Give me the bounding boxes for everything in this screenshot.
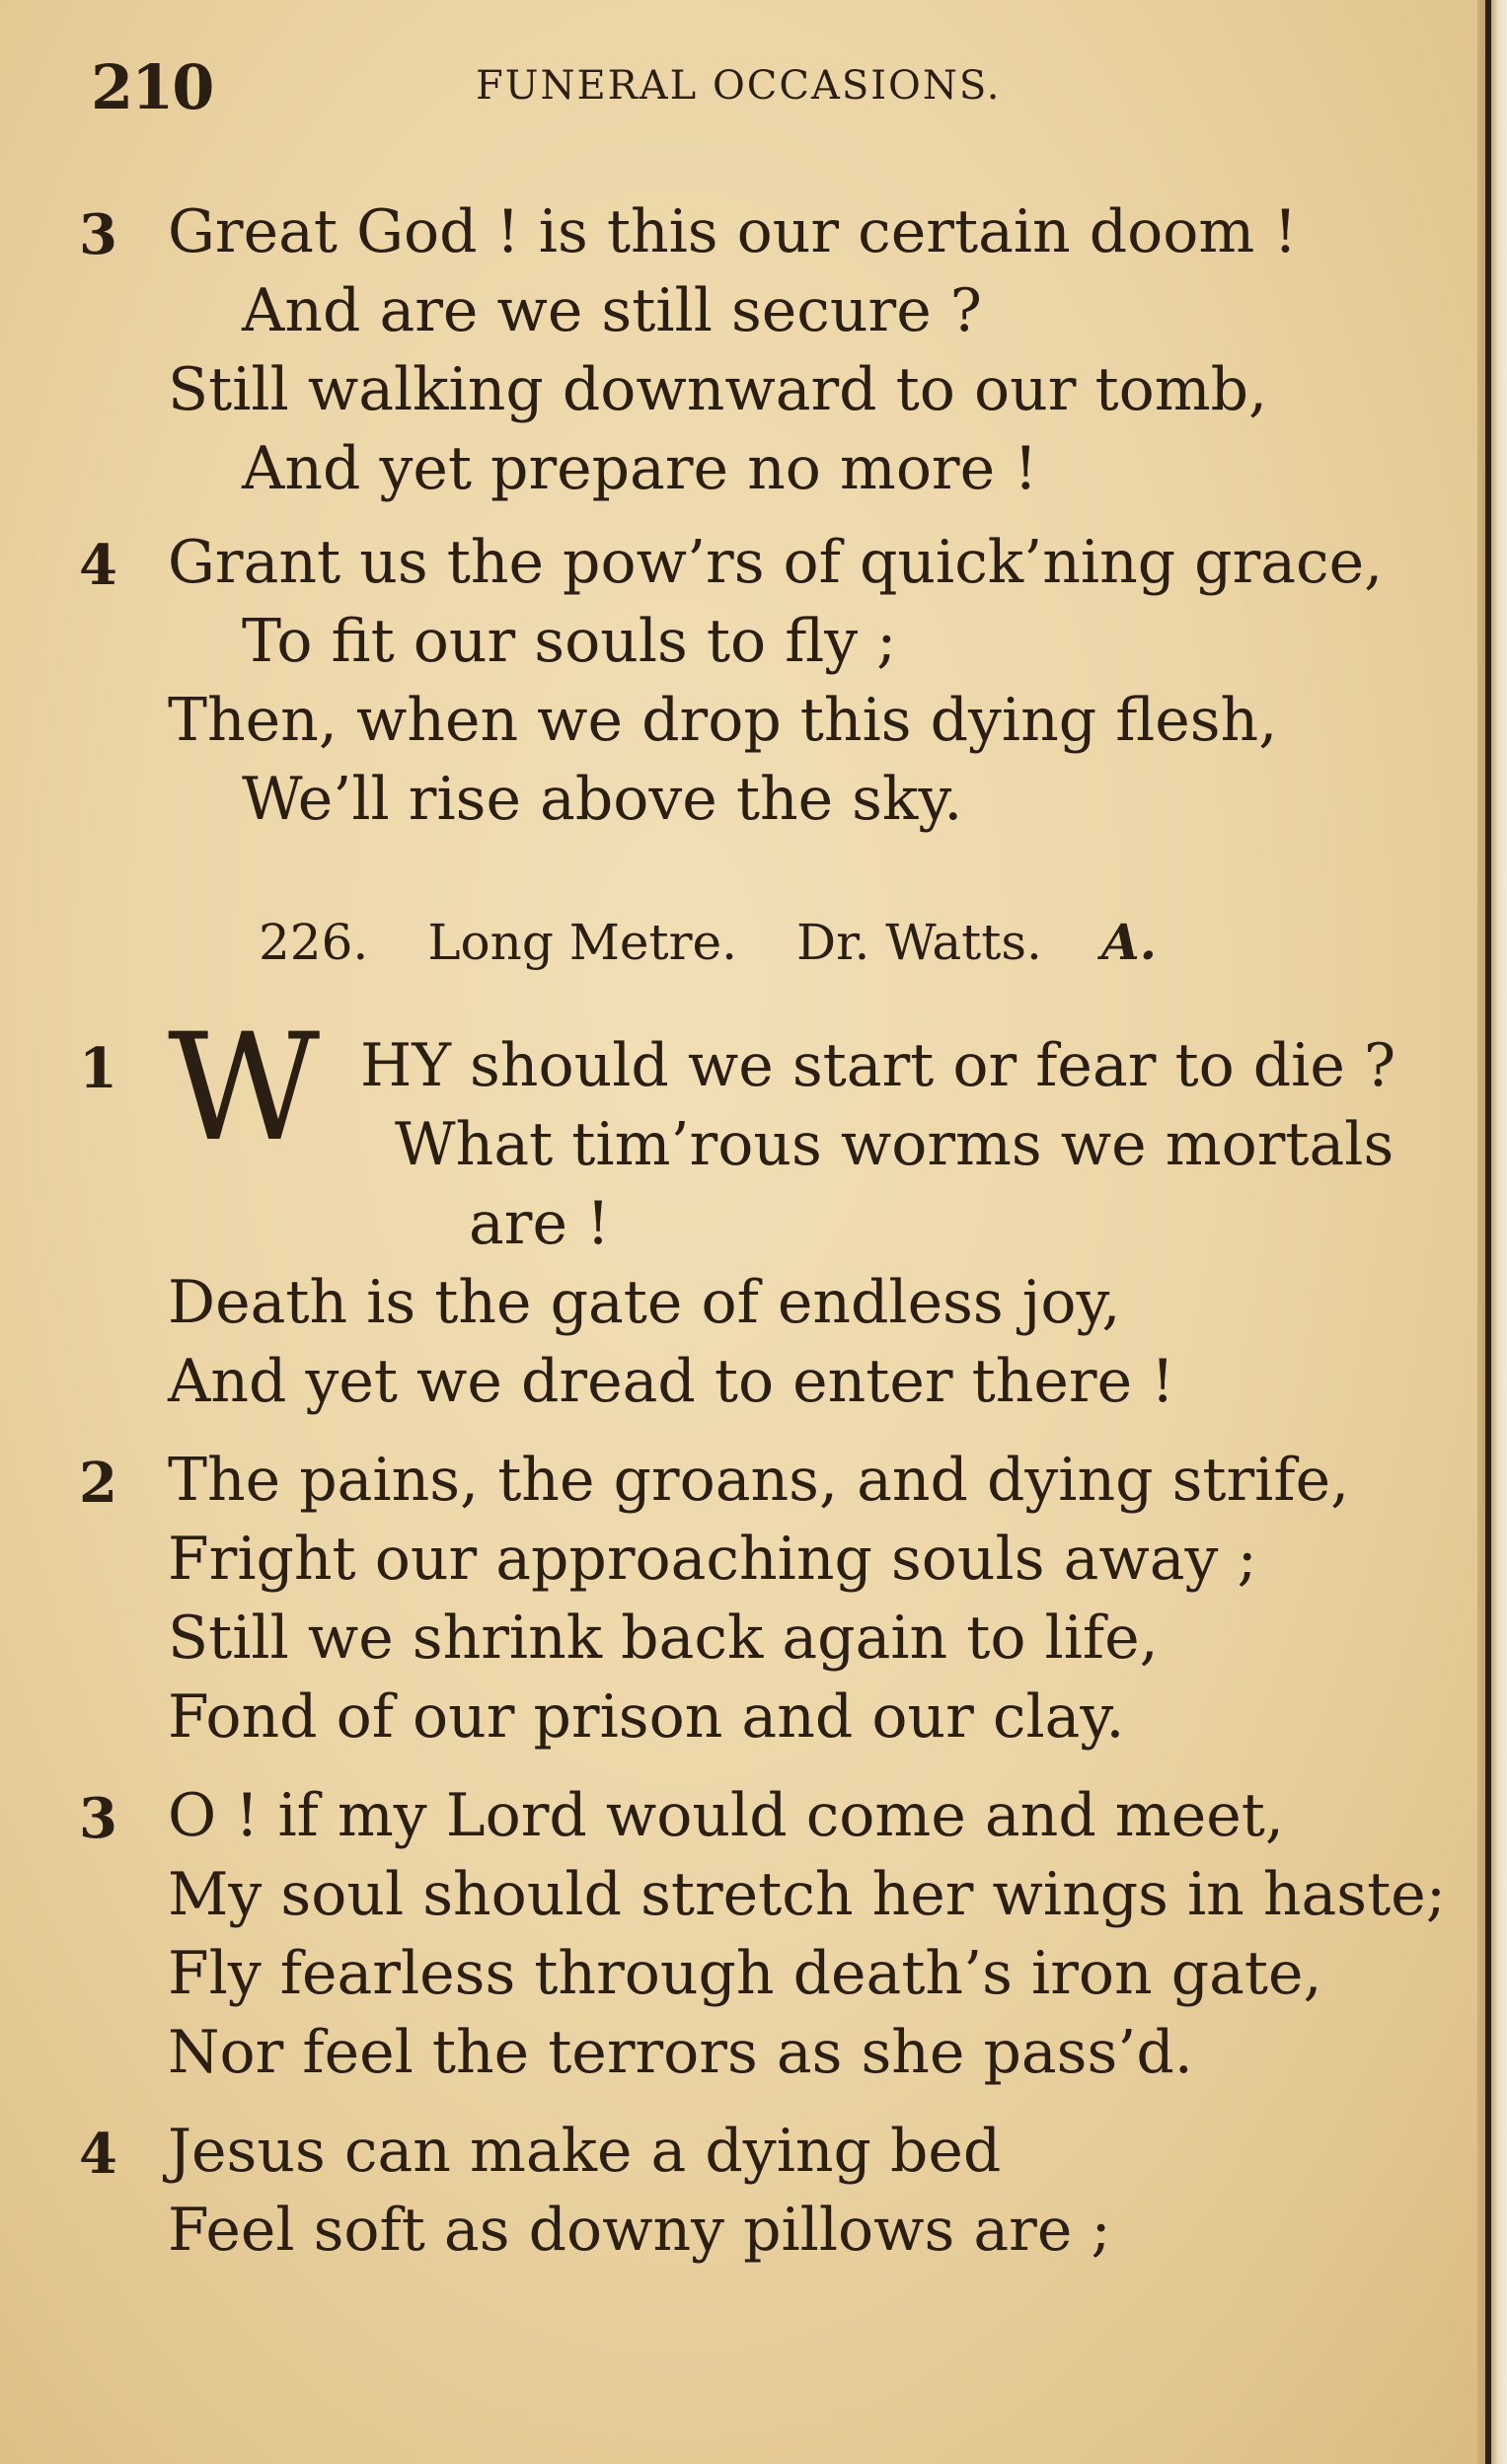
- verse-line: Great God ! is this our certain doom !: [168, 197, 1298, 266]
- verse-line: Still walking downward to our tomb,: [168, 355, 1268, 424]
- drop-cap: W: [168, 1003, 321, 1174]
- hymn-author: Dr. Watts.: [796, 914, 1042, 971]
- verse-line: And yet prepare no more !: [242, 434, 1038, 503]
- running-title: FUNERAL OCCASIONS.: [476, 63, 1002, 109]
- verse-line: are !: [469, 1189, 611, 1258]
- verse-line: My soul should stretch her wings in haste;: [168, 1860, 1446, 1929]
- page-number: 210: [91, 51, 213, 123]
- verse-number: 4: [79, 2122, 117, 2187]
- verse-line: And are we still secure ?: [242, 276, 982, 345]
- hymn-number: 226.: [259, 914, 369, 971]
- verse-line: We’ll rise above the sky.: [242, 765, 963, 834]
- verse-line: Grant us the pow’rs of quick’ning grace,: [168, 528, 1384, 597]
- verse-line: And yet we dread to enter there !: [168, 1347, 1175, 1416]
- verse-line: Then, when we drop this dying flesh,: [168, 686, 1278, 755]
- verse-line: Fright our approaching souls away ;: [168, 1525, 1257, 1594]
- page-edge: [1477, 0, 1507, 2464]
- verse-line: Still we shrink back again to life,: [168, 1604, 1159, 1673]
- hymn-key: A.: [1100, 913, 1158, 971]
- verse-number: 4: [79, 533, 117, 598]
- verse-line: The pains, the groans, and dying strife,: [168, 1446, 1350, 1515]
- verse-line: Fond of our prison and our clay.: [168, 1682, 1125, 1752]
- hymn-heading: [259, 913, 1157, 971]
- verse-line: To fit our souls to fly ;: [242, 607, 897, 676]
- verse-line: Jesus can make a dying bed: [168, 2117, 1002, 2186]
- verse-line: What tim’rous worms we mortals: [395, 1110, 1394, 1179]
- verse-number: 1: [79, 1036, 117, 1101]
- verse-line: HY should we start or fear to die ?: [360, 1031, 1396, 1100]
- verse-line: Feel soft as downy pillows are ;: [168, 2196, 1111, 2265]
- verse-number: 3: [79, 202, 117, 267]
- page-edge-line: [1485, 0, 1491, 2464]
- page-header: [91, 51, 1078, 123]
- verse-line: Nor feel the terrors as she pass’d.: [168, 2018, 1193, 2087]
- verse-line: Death is the gate of endless joy,: [168, 1268, 1121, 1337]
- verse-line: O ! if my Lord would come and meet,: [168, 1781, 1284, 1850]
- verse-number: 2: [79, 1451, 117, 1516]
- hymn-metre: Long Metre.: [427, 914, 737, 971]
- verse-line: Fly fearless through death’s iron gate,: [168, 1939, 1322, 2008]
- verse-number: 3: [79, 1786, 117, 1851]
